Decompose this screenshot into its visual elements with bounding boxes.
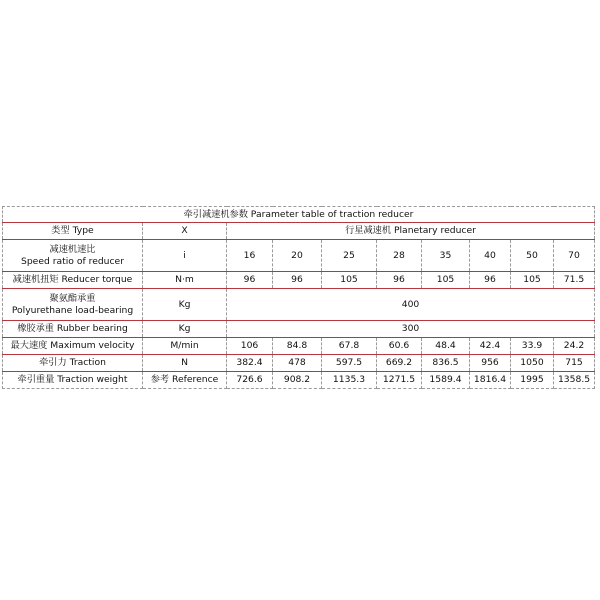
row-unit-traction: N (143, 355, 227, 372)
row-label-pu-bearing (3, 289, 143, 321)
table-title-row (3, 207, 595, 223)
table-row (3, 240, 595, 272)
table-cell: 96 (273, 272, 322, 289)
row-label-traction: 牵引力 Traction (3, 355, 143, 372)
table-cell: 105 (322, 272, 377, 289)
table-cell: 726.6 (227, 372, 273, 389)
table-cell: 16 (227, 240, 273, 272)
table-cell: 96 (377, 272, 422, 289)
label-en: Polyurethane load-bearing (11, 304, 134, 316)
table-row (3, 321, 595, 338)
pu-bearing-value: 400 (227, 289, 595, 321)
table-row (3, 372, 595, 389)
rubber-bearing-value: 300 (227, 321, 595, 338)
table-cell: 1271.5 (377, 372, 422, 389)
table-cell: 48.4 (422, 338, 470, 355)
parameter-table-container (2, 206, 594, 389)
table-cell: 715 (554, 355, 595, 372)
table-cell: 1358.5 (554, 372, 595, 389)
table-cell: 84.8 (273, 338, 322, 355)
table-cell: 1995 (511, 372, 554, 389)
table-cell: 50 (511, 240, 554, 272)
label-zh: 聚氨酯承重 (49, 293, 96, 304)
table-cell: 669.2 (377, 355, 422, 372)
table-cell: 105 (422, 272, 470, 289)
table-cell: 70 (554, 240, 595, 272)
table-cell: 105 (511, 272, 554, 289)
table-cell: 1589.4 (422, 372, 470, 389)
table-cell: 908.2 (273, 372, 322, 389)
table-cell: 42.4 (470, 338, 511, 355)
row-label-rubber-bearing: 橡胶承重 Rubber bearing (3, 321, 143, 338)
table-cell: 40 (470, 240, 511, 272)
table-cell: 28 (377, 240, 422, 272)
label-en: Speed ratio of reducer (21, 255, 124, 267)
row-unit-rubber-bearing: Kg (143, 321, 227, 338)
row-unit-torque: N·m (143, 272, 227, 289)
table-cell: 20 (273, 240, 322, 272)
table-cell: 836.5 (422, 355, 470, 372)
row-unit-ratio: i (143, 240, 227, 272)
parameter-table (2, 206, 595, 389)
table-cell: 1816.4 (470, 372, 511, 389)
table-row (3, 355, 595, 372)
type-value: 行星减速机 Planetary reducer (227, 223, 595, 240)
row-label-type: 类型 Type (3, 223, 143, 240)
row-label-weight: 牵引重量 Traction weight (3, 372, 143, 389)
table-cell: 67.8 (322, 338, 377, 355)
table-cell: 35 (422, 240, 470, 272)
row-unit-velocity: M/min (143, 338, 227, 355)
table-row (3, 338, 595, 355)
table-row (3, 289, 595, 321)
table-cell: 24.2 (554, 338, 595, 355)
table-cell: 71.5 (554, 272, 595, 289)
table-row (3, 272, 595, 289)
table-cell: 96 (470, 272, 511, 289)
row-unit-type: X (143, 223, 227, 240)
table-cell: 33.9 (511, 338, 554, 355)
label-zh: 减速机速比 (49, 244, 96, 255)
table-cell: 25 (322, 240, 377, 272)
table-cell: 1050 (511, 355, 554, 372)
row-unit-weight: 参考 Reference (143, 372, 227, 389)
row-label-torque: 减速机扭矩 Reducer torque (3, 272, 143, 289)
table-cell: 1135.3 (322, 372, 377, 389)
row-unit-pu-bearing: Kg (143, 289, 227, 321)
row-label-ratio (3, 240, 143, 272)
table-title: 牵引减速机参数 Parameter table of traction reducer (3, 207, 595, 223)
table-cell: 96 (227, 272, 273, 289)
table-cell: 956 (470, 355, 511, 372)
row-label-velocity: 最大速度 Maximum velocity (3, 338, 143, 355)
table-cell: 106 (227, 338, 273, 355)
table-row (3, 223, 595, 240)
table-cell: 382.4 (227, 355, 273, 372)
table-cell: 60.6 (377, 338, 422, 355)
table-cell: 597.5 (322, 355, 377, 372)
table-cell: 478 (273, 355, 322, 372)
